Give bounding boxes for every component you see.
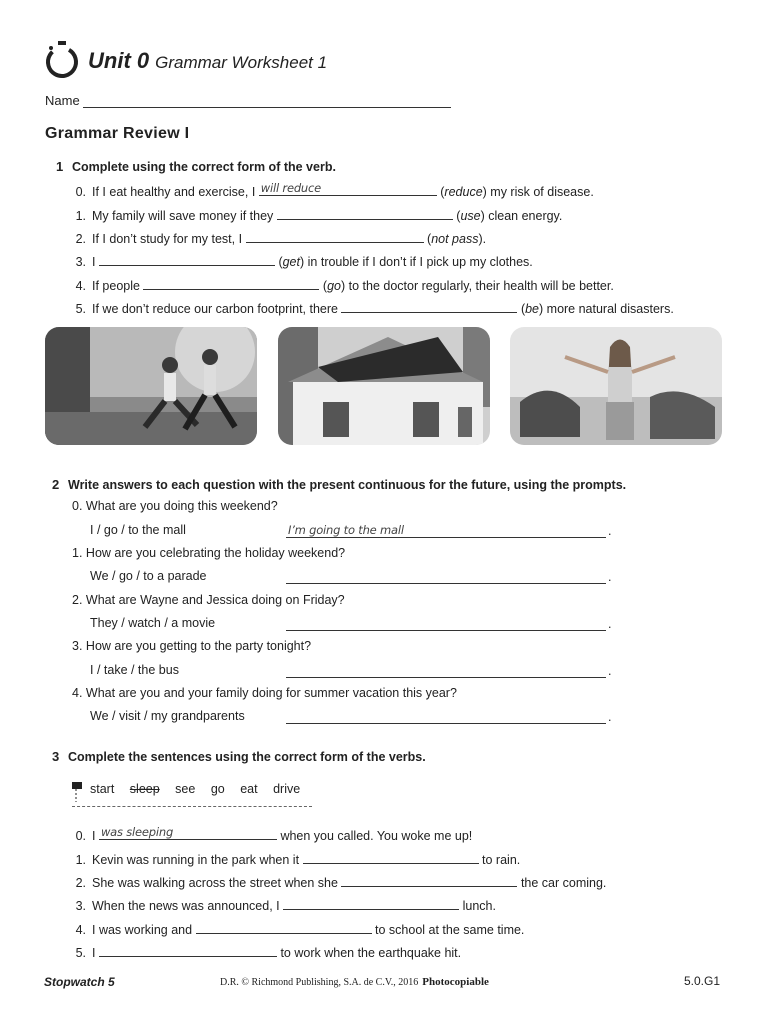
ex1-item-0: 0. If I eat healthy and exercise, I will reduce ( reduce ) my risk of disease. [75, 181, 594, 199]
answer-blank[interactable] [143, 275, 319, 290]
period: . [608, 664, 612, 678]
period: . [608, 710, 612, 724]
section-title: Grammar Review I [45, 125, 190, 142]
ex1-item-4: 4. If people ( go ) to the doctor regularly, their health will be better. [68, 275, 614, 293]
word-drive: drive [273, 782, 301, 796]
page-code: 5.0.G1 [684, 974, 721, 988]
answer-blank[interactable] [303, 849, 479, 864]
worksheet-subtitle: Grammar Worksheet 1 [155, 53, 328, 72]
answer-blank[interactable] [283, 895, 459, 910]
ex2-question-3: 3. How are you getting to the party tonight? [72, 639, 312, 653]
ex1-item-3: 3. I ( get ) in trouble if I don’t if I pick up my clothes. [68, 251, 533, 269]
ex2-prompt-4: We / visit / my grandparents [90, 709, 245, 723]
word-start: start [90, 782, 115, 796]
name-field[interactable] [83, 107, 451, 108]
photo-messy-room-girl [510, 327, 722, 445]
word-eat: eat [240, 782, 258, 796]
ex2-instruction: 2 Write answers to each question with the present continuous for the future, using the prompts. [52, 477, 627, 492]
ex2-prompt-3: I / take / the bus [90, 663, 179, 677]
ex3-item-5: 5. I to work when the earthquake hit. [68, 942, 461, 960]
ex1-instruction: 1 Complete using the correct form of the verb. [56, 159, 336, 174]
ex3-item-2: 2. She was walking across the street when she the car coming. [68, 872, 606, 890]
word-see: see [175, 782, 196, 796]
name-row [45, 93, 80, 108]
answer-blank[interactable]: was sleeping [99, 825, 277, 840]
ex2-answer-1[interactable] [286, 569, 606, 584]
ex3-item-3: 3. When the news was announced, I lunch. [68, 895, 496, 913]
ex2-question-2: 2. What are Wayne and Jessica doing on Friday? [72, 593, 345, 607]
ex2-question-4: 4. What are you and your family doing for summer vacation this year? [72, 686, 457, 700]
word-sleep: sleep [129, 782, 160, 796]
stopwatch-logo-icon [44, 40, 80, 80]
ex1-item-2: 2. If I don’t study for my test, I ( not pass ) . [68, 228, 486, 246]
answer-blank[interactable] [277, 205, 453, 220]
footer-copyright: D.R. © Richmond Publishing, S.A. de C.V., 2016 Photocopiable [220, 976, 489, 988]
ex1-item-1: 1. My family will save money if they ( use ) clean energy. [68, 205, 562, 223]
ex2-prompt-2: They / watch / a movie [90, 616, 216, 630]
ex2-answer-0[interactable]: I’m going to the mall [286, 523, 606, 538]
ex3-instruction: 3 Complete the sentences using the correct form of the verbs. [52, 749, 426, 764]
ex2-answer-3[interactable] [286, 663, 606, 678]
photocopiable-label: Photocopiable [422, 976, 489, 988]
photo-exercising-women [45, 327, 257, 445]
ex2-prompt-1: We / go / to a parade [90, 569, 207, 583]
word-go: go [210, 782, 225, 796]
period: . [608, 617, 612, 631]
unit-label: Unit 0 [88, 48, 150, 73]
ex1-item-5: 5. If we don’t reduce our carbon footprint, there ( be ) more natural disasters. [68, 298, 674, 316]
word-bank [72, 780, 312, 807]
ex3-item-0: 0. I was sleeping when you called. You woke me up! [75, 825, 473, 843]
answer-blank[interactable] [341, 298, 517, 313]
answer-blank[interactable] [99, 251, 275, 266]
period: . [608, 570, 612, 584]
answer-blank[interactable] [341, 872, 517, 887]
ex2-prompt-0: I / go / to the mall [90, 523, 186, 537]
word-bank-icon [72, 782, 82, 802]
ex3-item-1: 1. Kevin was running in the park when it to rain. [68, 849, 520, 867]
answer-blank[interactable] [196, 919, 372, 934]
photo-solar-house [278, 327, 490, 445]
period: . [608, 524, 612, 538]
ex2-answer-2[interactable] [286, 616, 606, 631]
answer-blank[interactable] [99, 942, 277, 957]
answer-blank[interactable] [246, 228, 424, 243]
ex2-answer-4[interactable] [286, 709, 606, 724]
ex2-question-0: 0. What are you doing this weekend? [72, 499, 278, 513]
worksheet-title [88, 48, 327, 74]
ex3-item-4: 4. I was working and to school at the same time. [68, 919, 524, 937]
footer-brand: Stopwatch 5 [44, 975, 115, 989]
name-label: Name [45, 93, 80, 108]
answer-blank[interactable]: will reduce [259, 181, 437, 196]
ex2-question-1: 1. How are you celebrating the holiday weekend? [72, 546, 346, 560]
